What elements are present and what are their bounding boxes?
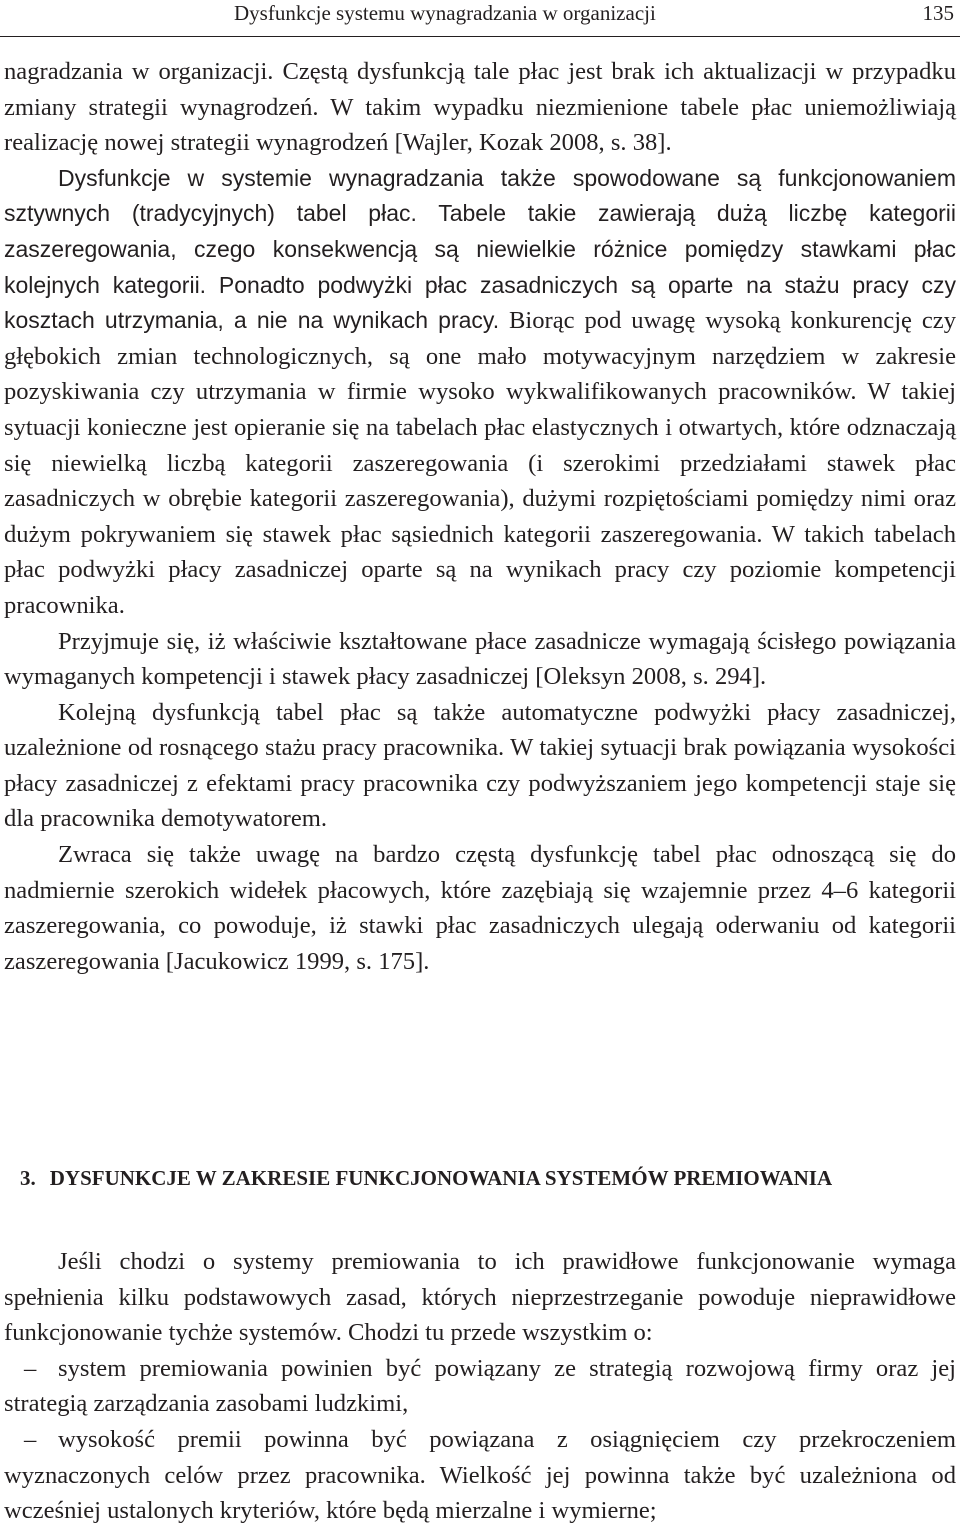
list-item [4, 1422, 956, 1529]
paragraph-2 [4, 161, 956, 624]
paragraph-3: Przyjmuje się, iż właściwie kształtowane płace zasadnicze wymagają ścisłego powiązania wymaganych kompetencji i stawek płacy zasadniczej [Oleksyn 2008, s. 294]. [4, 627, 956, 691]
list-item [4, 1351, 956, 1422]
section-body [4, 1244, 956, 1529]
section-intro: Jeśli chodzi o systemy premiowania to ich prawidłowe funkcjonowanie wymaga spełnienia kilku podstawowych zasad, których nieprzestrzeganie powoduje nieprawidłowe funkcjonowanie tychże systemów. Chodzi tu przede wszystkim o: [4, 1248, 956, 1347]
paragraph-1: nagradzania w organizacji. Częstą dysfunkcją tale płac jest brak ich aktualizacji w przypadku zmiany strategii wynagrodzeń. W takim wypadku niezmienione tabele płac uniemożliwiają realizację nowej strategii wynagrodzeń [Wajler, Kozak 2008, s. 38]. [4, 58, 956, 157]
section-heading [20, 1166, 832, 1191]
list-dash: – [24, 1354, 37, 1382]
paragraph-2-continuation: Biorąc pod uwagę wysoką konkurencję czy głębokich zmian technologicznych, są one mało motywacyjnym narzędziem w zakresie pozyskiwania czy utrzymania w firmie wysoko wykwalifikowanych pracowników. W takiej sytuacji konieczne jest opieranie się na tabelach płac elastycznych i otwartych, które odznaczają się niewielką liczbą kategorii zaszeregowania (i szerokimi przedziałami stawek płac zasadniczych w obrębie kategorii zaszeregowania), dużymi rozpiętościami pomiędzy nimi oraz dużym pokrywaniem się stawek płac sąsiednich kategorii zaszeregowania. W takich tabelach płac podwyżki płacy zasadniczej oparte są na wynikach pracy czy poziomie kompetencji pracownika. [4, 307, 956, 619]
paragraph-5: Zwraca się także uwagę na bardzo częstą dysfunkcję tabel płac odnoszącą się do nadmiernie szerokich widełek płacowych, które zazębiają się wzajemnie przez 4–6 kategorii zaszeregowania, co powoduje, iż stawki płac zasadniczych ulegają oderwaniu od kategorii zaszeregowania [Jacukowicz 1999, s. 175]. [4, 841, 956, 975]
list-dash: – [24, 1425, 37, 1453]
section-title: DYSFUNKCJE W ZAKRESIE FUNKCJONOWANIA SYSTEMÓW PREMIOWANIA [49, 1166, 833, 1190]
list-item-text: wysokość premii powinna być powiązana z osiągnięciem czy przekroczeniem wyznaczonych celów przez pracownika. Wielkość jej powinna także być uzależniona od wcześniej ustalonych kryteriów, które będą mierzalne i wymierne; [4, 1425, 956, 1525]
body-text [4, 54, 956, 979]
running-header-title: Dysfunkcje systemu wynagradzania w organizacji [234, 1, 656, 25]
list-item-text: system premiowania powinien być powiązany ze strategią rozwojową firmy oraz jej strategią zarządzania zasobami ludzkimi, [4, 1354, 956, 1418]
running-header [0, 0, 960, 37]
section-number: 3. [20, 1166, 36, 1190]
paragraph-2-sans-part: Dysfunkcje w systemie wynagradzania także spowodowane są funkcjonowaniem sztywnych (tradycyjnych) tabel płac. Tabele takie zawierają dużą liczbę kategorii zaszeregowania, czego konsekwencją są niewielkie różnice pomiędzy stawkami płac kolejnych kategorii. Ponadto podwyżki płac zasadniczych są oparte na stażu pracy czy kosztach utrzymania, a nie na wynikach pracy. [4, 164, 956, 334]
page-number: 135 [922, 1, 954, 25]
paragraph-4: Kolejną dysfunkcją tabel płac są także automatyczne podwyżki płacy zasadniczej, uzależnione od rosnącego stażu pracy pracownika. W takiej sytuacji brak powiązania wysokości płacy zasadniczej z efektami pracy pracownika czy podwyższaniem jego kompetencji staje się dla pracownika demotywatorem. [4, 698, 956, 833]
